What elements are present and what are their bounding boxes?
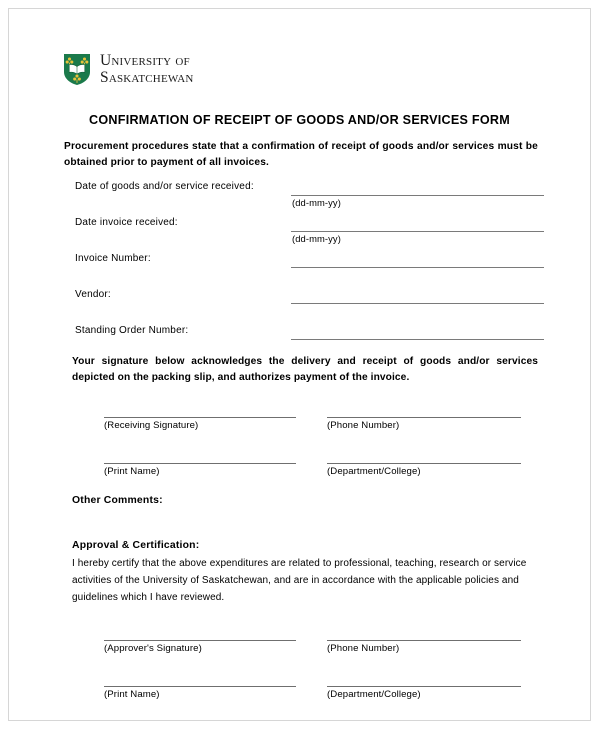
field-label: Invoice Number: (75, 253, 151, 264)
approval-certification-heading: Approval & Certification: (72, 540, 200, 551)
signature-caption: (Department/College) (327, 466, 421, 477)
field-row-invoice-number (9, 253, 590, 289)
field-label: Vendor: (75, 289, 111, 300)
receiving-phone-cell (327, 405, 521, 431)
receiving-department-cell (327, 451, 521, 477)
receiving-department-input[interactable] (327, 451, 521, 464)
approver-signature-block (9, 628, 590, 720)
signature-row (9, 405, 590, 451)
approver-department-input[interactable] (327, 674, 521, 687)
receiving-signature-cell (104, 405, 296, 431)
receiving-print-name-cell (104, 451, 296, 477)
field-row-vendor (9, 289, 590, 325)
field-label: Date invoice received: (75, 217, 178, 228)
form-page (8, 8, 591, 721)
wordmark-line-1: University of (100, 52, 190, 70)
field-label: Date of goods and/or service received: (75, 181, 254, 192)
field-row-date-goods-received (9, 181, 590, 217)
signature-caption: (Phone Number) (327, 420, 400, 431)
university-shield-icon (63, 53, 91, 86)
university-wordmark (100, 53, 194, 86)
form-fields (9, 181, 590, 361)
other-comments-heading: Other Comments: (72, 495, 163, 506)
signature-row (9, 674, 590, 720)
receiving-signature-input[interactable] (104, 405, 296, 418)
field-row-date-invoice-received (9, 217, 590, 253)
signature-row (9, 628, 590, 674)
wordmark-line-2: Saskatchewan (100, 68, 194, 86)
approver-phone-cell (327, 628, 521, 654)
signature-caption: (Approver's Signature) (104, 643, 202, 654)
invoice-number-input[interactable] (291, 267, 544, 268)
signature-caption: (Receiving Signature) (104, 420, 199, 431)
university-logo (63, 53, 194, 86)
approver-print-name-input[interactable] (104, 674, 296, 687)
receiving-print-name-input[interactable] (104, 451, 296, 464)
page-title: CONFIRMATION OF RECEIPT OF GOODS AND/OR SERVICES FORM (89, 113, 510, 127)
intro-paragraph: Procurement procedures state that a confirmation of receipt of goods and/or services must be obtained prior to payment of all invoices. (64, 141, 538, 168)
field-hint: (dd-mm-yy) (292, 197, 341, 208)
approver-phone-input[interactable] (327, 628, 521, 641)
field-hint: (dd-mm-yy) (292, 233, 341, 244)
approval-certification-text: I hereby certify that the above expenditures are related to professional, teaching, research or service activities of the University of Saskatchewan, and are in accordance with the applicable policies and guidelines which I have reviewed. (72, 558, 527, 604)
approver-print-name-cell (104, 674, 296, 700)
signature-caption: (Phone Number) (327, 643, 400, 654)
signature-row (9, 451, 590, 497)
receiving-phone-input[interactable] (327, 405, 521, 418)
date-invoice-received-input[interactable] (291, 231, 544, 232)
approver-department-cell (327, 674, 521, 700)
field-label: Standing Order Number: (75, 325, 189, 336)
vendor-input[interactable] (291, 303, 544, 304)
receiving-signature-block (9, 405, 590, 497)
signature-caption: (Print Name) (104, 689, 160, 700)
standing-order-number-input[interactable] (291, 339, 544, 340)
date-goods-received-input[interactable] (291, 195, 544, 196)
signature-caption: (Department/College) (327, 689, 421, 700)
approver-signature-input[interactable] (104, 628, 296, 641)
acknowledgement-paragraph: Your signature below acknowledges the delivery and receipt of goods and/or services depicted on the packing slip, and authorizes payment of the invoice. (72, 356, 538, 384)
signature-caption: (Print Name) (104, 466, 160, 477)
approver-signature-cell (104, 628, 296, 654)
